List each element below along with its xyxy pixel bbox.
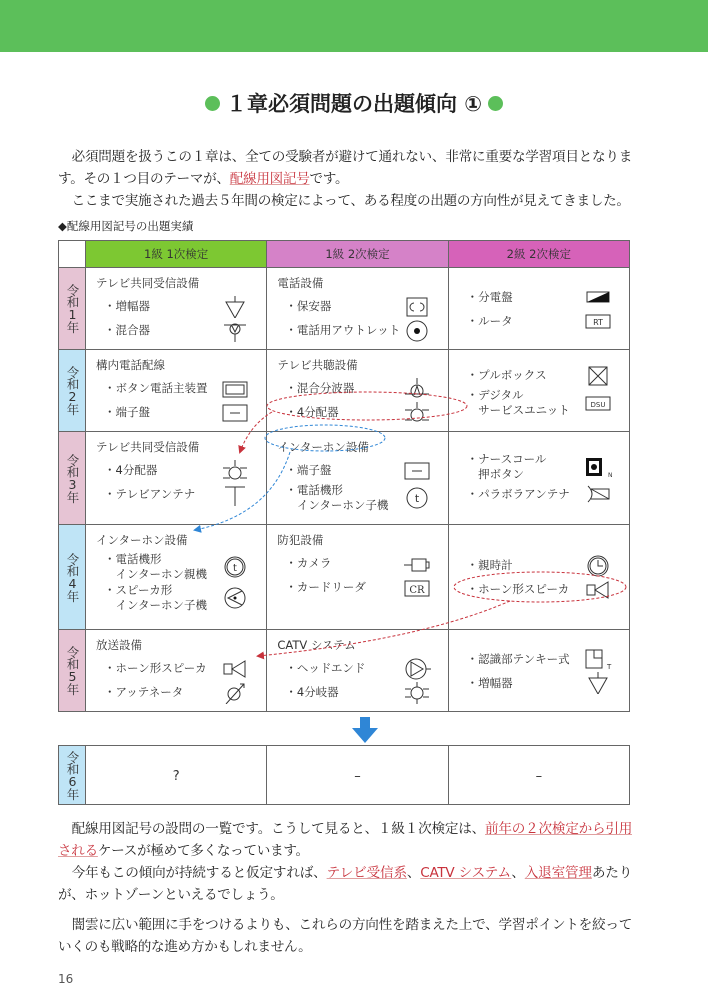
category-heading: インターホン設備 <box>96 533 188 547</box>
tv-antenna-icon <box>220 484 250 506</box>
table-row <box>59 525 629 630</box>
symbol-label: ・カードリーダ <box>285 580 366 594</box>
table-cell <box>449 350 629 431</box>
svg-text:T: T <box>606 663 612 670</box>
symbol-label: ・ヘッドエンド <box>285 661 366 675</box>
highlighted-term: 配線用図記号 <box>229 171 310 187</box>
symbol-item <box>96 459 256 482</box>
symbol-label: ・プルボックス <box>466 368 547 382</box>
symbol-label: ・カメラ <box>285 556 332 570</box>
amplifier-icon <box>583 672 613 694</box>
svg-text:DSU: DSU <box>590 401 606 409</box>
symbol-label: ・増幅器 <box>466 675 513 690</box>
symbol-label: ・端子盤 <box>285 463 332 477</box>
symbol-label: ・混合器 <box>104 323 150 337</box>
symbol-item <box>277 401 437 424</box>
category-heading: 放送設備 <box>96 638 142 652</box>
protector-icon <box>402 296 432 318</box>
symbol-item <box>277 576 437 599</box>
symbol-label: ・端子盤 <box>104 405 150 419</box>
symbol-label: ・電話用アウトレット <box>285 323 401 337</box>
category-heading: 構内電話配線 <box>96 358 165 372</box>
green-dot-icon <box>488 96 503 111</box>
table-cell <box>267 630 448 711</box>
intercom-handset-icon <box>402 487 432 509</box>
symbol-item <box>277 319 437 342</box>
symbol-label: ・電話機形 インターホン親機 <box>104 552 208 581</box>
svg-text:N: N <box>607 471 613 478</box>
symbol-label: ・アッテネータ <box>104 685 184 699</box>
symbol-item <box>459 672 619 695</box>
column-header: 2級 2次検定 <box>449 241 629 267</box>
symbol-item <box>277 483 437 513</box>
text-run: 必須問題を扱うこの１章は、全ての受験者が避けて通れない、非常に重要な学習項目となります。その１つ目のテーマが、 <box>58 149 632 187</box>
table-cell <box>449 432 629 524</box>
four-way-tap-icon <box>402 682 432 704</box>
button-telephone-unit-icon <box>220 378 250 400</box>
text-run: 闇雲に広い範囲に手をつけるよりも、これらの方向性を踏まえた上で、学習ポイントを絞っていくのも戦略的な進め方かもしれません。 <box>58 917 632 955</box>
highlighted-term: 入退室管理 <box>524 865 592 881</box>
symbol-item <box>277 681 437 704</box>
symbol-item <box>459 452 619 482</box>
table-cell <box>86 432 267 524</box>
symbol-label: ・ボタン電話主装置 <box>104 381 208 395</box>
table-cell: – <box>535 768 543 784</box>
card-reader-icon <box>402 577 432 599</box>
symbol-label: ・ホーン形スピーカ <box>104 661 207 675</box>
paragraph <box>58 818 632 862</box>
highlighted-term: CATV システム <box>420 865 512 881</box>
intro-text <box>58 146 632 212</box>
symbol-item <box>277 377 437 400</box>
mixer-splitter-icon <box>402 378 432 400</box>
symbol-item <box>96 377 256 400</box>
symbol-item <box>459 364 619 387</box>
symbol-item <box>96 295 256 318</box>
symbol-label: ・保安器 <box>285 299 332 313</box>
year-label: 令和2年 <box>59 350 86 431</box>
symbol-label: ・混合分波器 <box>285 381 355 395</box>
symbol-label: ・パラボラアンテナ <box>466 486 570 501</box>
corner-cell <box>59 241 86 267</box>
symbol-label: ・ナースコール 押ボタン <box>466 451 547 481</box>
symbol-label: ・ルータ <box>466 313 513 328</box>
table-cell <box>267 350 448 431</box>
outro-text <box>58 818 632 958</box>
symbol-label: ・認識部テンキー式 <box>466 651 570 666</box>
paragraph <box>58 146 632 190</box>
page-title <box>0 88 708 118</box>
category-heading: テレビ共聴設備 <box>277 358 358 372</box>
speaker-intercom-icon <box>220 587 250 609</box>
table-header-row <box>59 241 629 268</box>
table-cell <box>86 630 267 711</box>
table-row <box>59 432 629 525</box>
year-label: 令和5年 <box>59 630 86 711</box>
master-clock-icon <box>583 555 613 577</box>
symbol-item <box>96 681 256 704</box>
table-cell <box>449 630 629 711</box>
category-heading: 防犯設備 <box>277 533 324 547</box>
table-caption: ◆配線用図記号の出題実績 <box>58 219 194 233</box>
symbol-label: ・電話機形 インターホン子機 <box>285 483 389 512</box>
symbol-item <box>96 583 256 613</box>
text-run: ケースが極めて多くなっています。 <box>97 843 309 859</box>
table-cell <box>86 525 267 629</box>
svg-text:t: t <box>233 563 238 574</box>
highlighted-term: 前年の２次検定から引用される <box>58 821 632 859</box>
text-run: 配線用図記号の設問の一覧です。こうして見ると、１級１次検定は、 <box>71 821 485 837</box>
table-row <box>59 350 629 432</box>
table-cell <box>267 268 448 349</box>
symbol-label: ・増幅器 <box>104 299 150 313</box>
paragraph <box>58 914 632 958</box>
svg-text:CR: CR <box>409 584 425 596</box>
symbol-item <box>459 578 619 601</box>
distribution-board-icon <box>583 286 613 308</box>
table-cell <box>86 350 267 431</box>
symbol-item <box>277 459 437 482</box>
phone-outlet-icon <box>402 320 432 342</box>
mixer-icon <box>220 320 250 342</box>
symbol-item <box>459 554 619 577</box>
year-label: 令和3年 <box>59 432 86 524</box>
table-row <box>59 746 629 805</box>
attenuator-icon <box>220 682 250 704</box>
symbol-item <box>459 648 619 671</box>
page-number: 16 <box>58 972 74 986</box>
router-icon <box>583 310 613 332</box>
symbol-item <box>96 401 256 424</box>
column-header: 1級 2次検定 <box>267 241 448 267</box>
symbol-label: ・親時計 <box>466 558 513 572</box>
year-label: 令和4年 <box>59 525 86 629</box>
symbol-item <box>459 483 619 506</box>
amplifier-icon <box>220 296 250 318</box>
symbol-label: ・ホーン形スピーカ <box>466 582 570 596</box>
page-body <box>58 146 632 986</box>
camera-icon <box>402 553 432 575</box>
symbol-item <box>96 483 256 506</box>
svg-text:t: t <box>414 492 419 505</box>
svg-text:RT: RT <box>593 318 603 327</box>
highlighted-term: テレビ受信系 <box>326 865 407 881</box>
dsu-icon <box>583 392 613 414</box>
four-way-splitter-icon <box>402 402 432 424</box>
symbol-item <box>96 657 256 680</box>
horn-speaker-icon <box>220 658 250 680</box>
symbol-item <box>277 552 437 575</box>
year-label: 令和1年 <box>59 268 86 349</box>
next-year-table <box>58 745 630 805</box>
parabolic-antenna-icon <box>583 483 613 505</box>
symbol-item <box>96 319 256 342</box>
paragraph <box>58 862 632 906</box>
symbol-label: ・4分配器 <box>285 405 339 419</box>
table-row <box>59 630 629 712</box>
symbol-item <box>277 657 437 680</box>
category-heading: インターホン設備 <box>277 440 369 454</box>
table-cell <box>267 525 448 629</box>
symbol-label: ・デジタル サービスユニット <box>466 388 570 417</box>
category-heading: テレビ共同受信設備 <box>96 276 200 290</box>
pull-box-icon <box>583 365 613 387</box>
head-end-icon <box>402 658 432 680</box>
table-cell <box>86 268 267 349</box>
category-heading: 電話設備 <box>277 276 324 290</box>
symbol-item <box>459 388 619 418</box>
green-dot-icon <box>205 96 220 111</box>
symbol-label: ・4分岐器 <box>285 685 339 699</box>
title-text: １章必須問題の出題傾向 ① <box>225 92 483 116</box>
intercom-master-icon <box>220 556 250 578</box>
table-cell <box>449 268 629 349</box>
table-row <box>59 268 629 350</box>
down-arrow-icon <box>352 717 378 743</box>
symbol-label: ・4分配器 <box>104 463 158 477</box>
keypad-reader-icon <box>583 648 613 670</box>
year-label: 令和6年 <box>59 746 86 804</box>
text-run: 、 <box>406 865 421 881</box>
four-way-splitter-icon <box>220 460 250 482</box>
terminal-board-icon <box>402 460 432 482</box>
column-header: 1級 1次検定 <box>86 241 267 267</box>
terminal-board-icon <box>220 402 250 424</box>
text-run: 、 <box>511 865 525 881</box>
table-cell <box>449 525 629 629</box>
symbol-table <box>58 240 630 712</box>
horn-speaker-icon <box>583 579 613 601</box>
table-cell: ? <box>86 746 267 804</box>
text-run: あたりが、ホットゾーンといえるでしょう。 <box>58 865 632 903</box>
symbol-item <box>96 552 256 582</box>
symbol-label: ・分電盤 <box>466 289 513 304</box>
symbol-label: ・スピーカ形 インターホン子機 <box>104 583 208 612</box>
symbol-item <box>459 286 619 309</box>
category-heading: CATV システム <box>277 638 356 652</box>
category-heading: テレビ共同受信設備 <box>96 440 200 454</box>
table-cell: – <box>267 746 448 804</box>
symbol-label: ・テレビアンテナ <box>104 487 196 501</box>
text-run: です。 <box>309 171 349 187</box>
text-run: ここまで実施された過去５年間の検定によって、ある程度の出題の方向性が見えてきました。 <box>71 193 630 209</box>
text-run: 今年もこの傾向が持続すると仮定すれば、 <box>71 865 327 881</box>
nurse-call-icon <box>583 456 613 478</box>
symbol-item <box>277 295 437 318</box>
table-cell <box>267 432 448 524</box>
symbol-item <box>459 310 619 333</box>
header-bar <box>0 0 708 52</box>
paragraph <box>58 190 632 212</box>
